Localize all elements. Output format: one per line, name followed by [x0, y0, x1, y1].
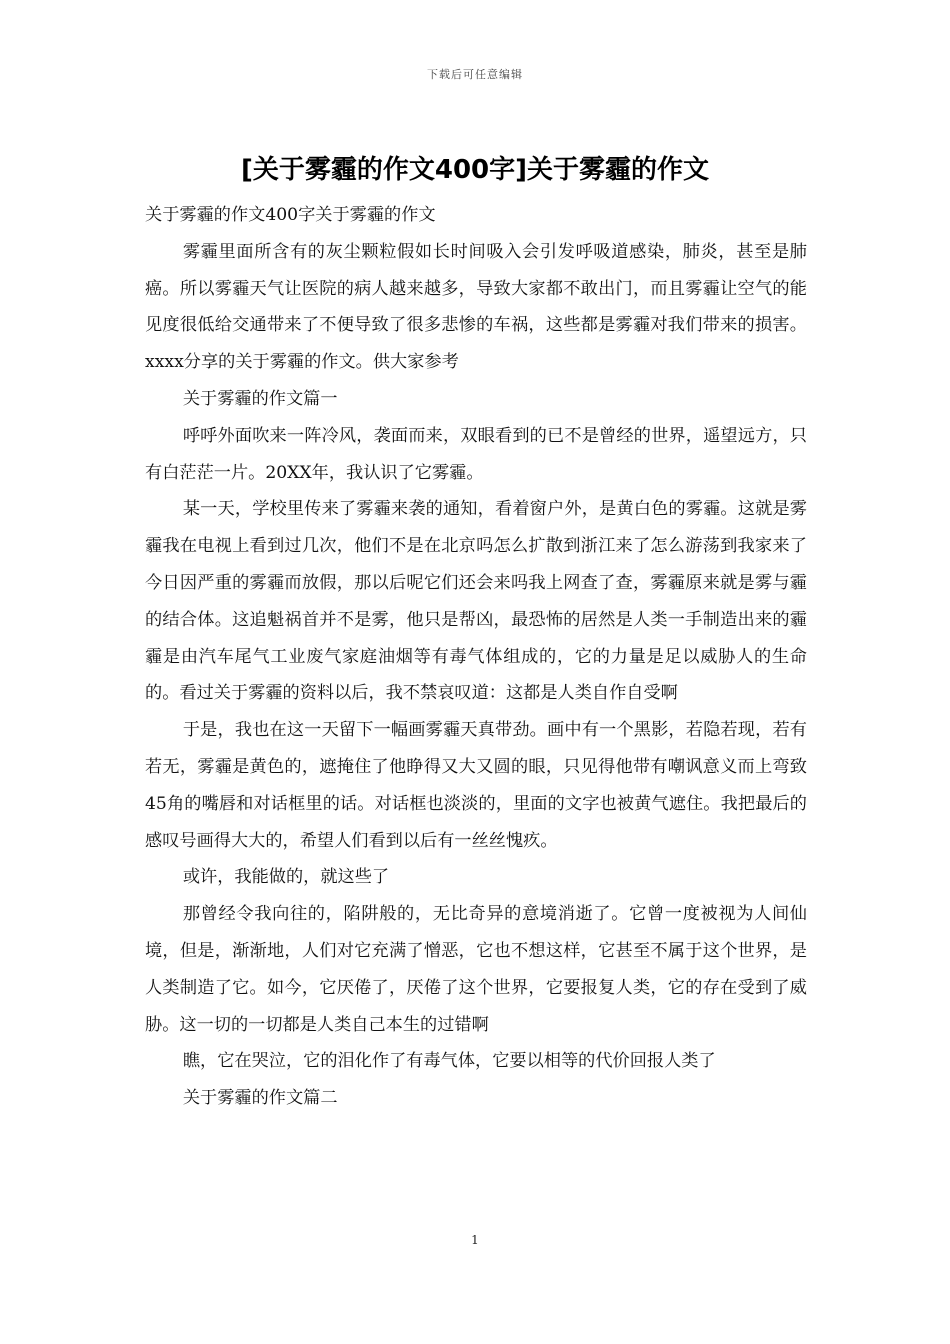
paragraph: 那曾经令我向往的，陷阱般的，无比奇异的意境消逝了。它曾一度被视为人间仙境，但是，渐渐地，人们对它充满了憎恶，它也不想这样，它甚至不属于这个世界，是人类制造了它。如今，它厌倦了，厌倦了这个世界，它要报复人类，它的存在受到了威胁。这一切的一切都是人类自己本生的过错啊 [145, 904, 807, 1035]
paragraph: 某一天，学校里传来了雾霾来袭的通知，看着窗户外，是黄白色的雾霾。这就是雾霾我在电视上看到过几次，他们不是在北京吗怎么扩散到浙江来了怎么游荡到我家来了今日因严重的雾霾而放假，那以后呢它们还会来吗我上网查了查，雾霾原来就是雾与霾的结合体。这追魁祸首并不是雾，他只是帮凶，最恐怖的居然是人类一手制造出来的霾霾是由汽车尾气工业废气家庭油烟等有毒气体组成的，它的力量是足以威胁人的生命的。看过关于雾霾的资料以后，我不禁哀叹道：这都是人类自作自受啊 [145, 499, 807, 704]
document-body [145, 197, 807, 1117]
section-heading-1: 关于雾霾的作文篇一 [182, 388, 338, 409]
paragraph: 呼呼外面吹来一阵冷风，袭面而来，双眼看到的已不是曾经的世界，遥望远方，只有白茫茫一片。20XX年，我认识了它雾霾。 [145, 425, 807, 483]
paragraph: 于是，我也在这一天留下一幅画雾霾天真带劲。画中有一个黑影，若隐若现，若有若无，雾霾是黄色的，遮掩住了他睁得又大又圆的眼，只见得他带有嘲讽意义而上弯致45角的嘴唇和对话框里的话。对话框也淡淡的，里面的文字也被黄气遮住。我把最后的感叹号画得大大的，希望人们看到以后有一丝丝愧疚。 [145, 720, 807, 851]
paragraph: 或许，我能做的，就这些了 [182, 867, 390, 888]
header-note: 下载后可任意编辑 [427, 68, 523, 81]
paragraph-intro: 雾霾里面所含有的灰尘颗粒假如长时间吸入会引发呼吸道感染，肺炎，甚至是肺癌。所以雾霾天气让医院的病人越来越多，导致大家都不敢出门，而且雾霾让空气的能见度很低给交通带来了不便导致了很多悲惨的车祸，这些都是雾霾对我们带来的损害。xxxx分享的关于雾霾的作文。供大家参考 [145, 241, 807, 373]
page-number: 1 [471, 1233, 479, 1247]
subtitle-line: 关于雾霾的作文400字关于雾霾的作文 [145, 205, 436, 225]
section-heading-2: 关于雾霾的作文篇二 [182, 1088, 338, 1109]
paragraph: 瞧，它在哭泣，它的泪化作了有毒气体，它要以相等的代价回报人类了 [182, 1051, 716, 1072]
document-title: [关于雾霾的作文400字]关于雾霾的作文 [240, 155, 710, 185]
